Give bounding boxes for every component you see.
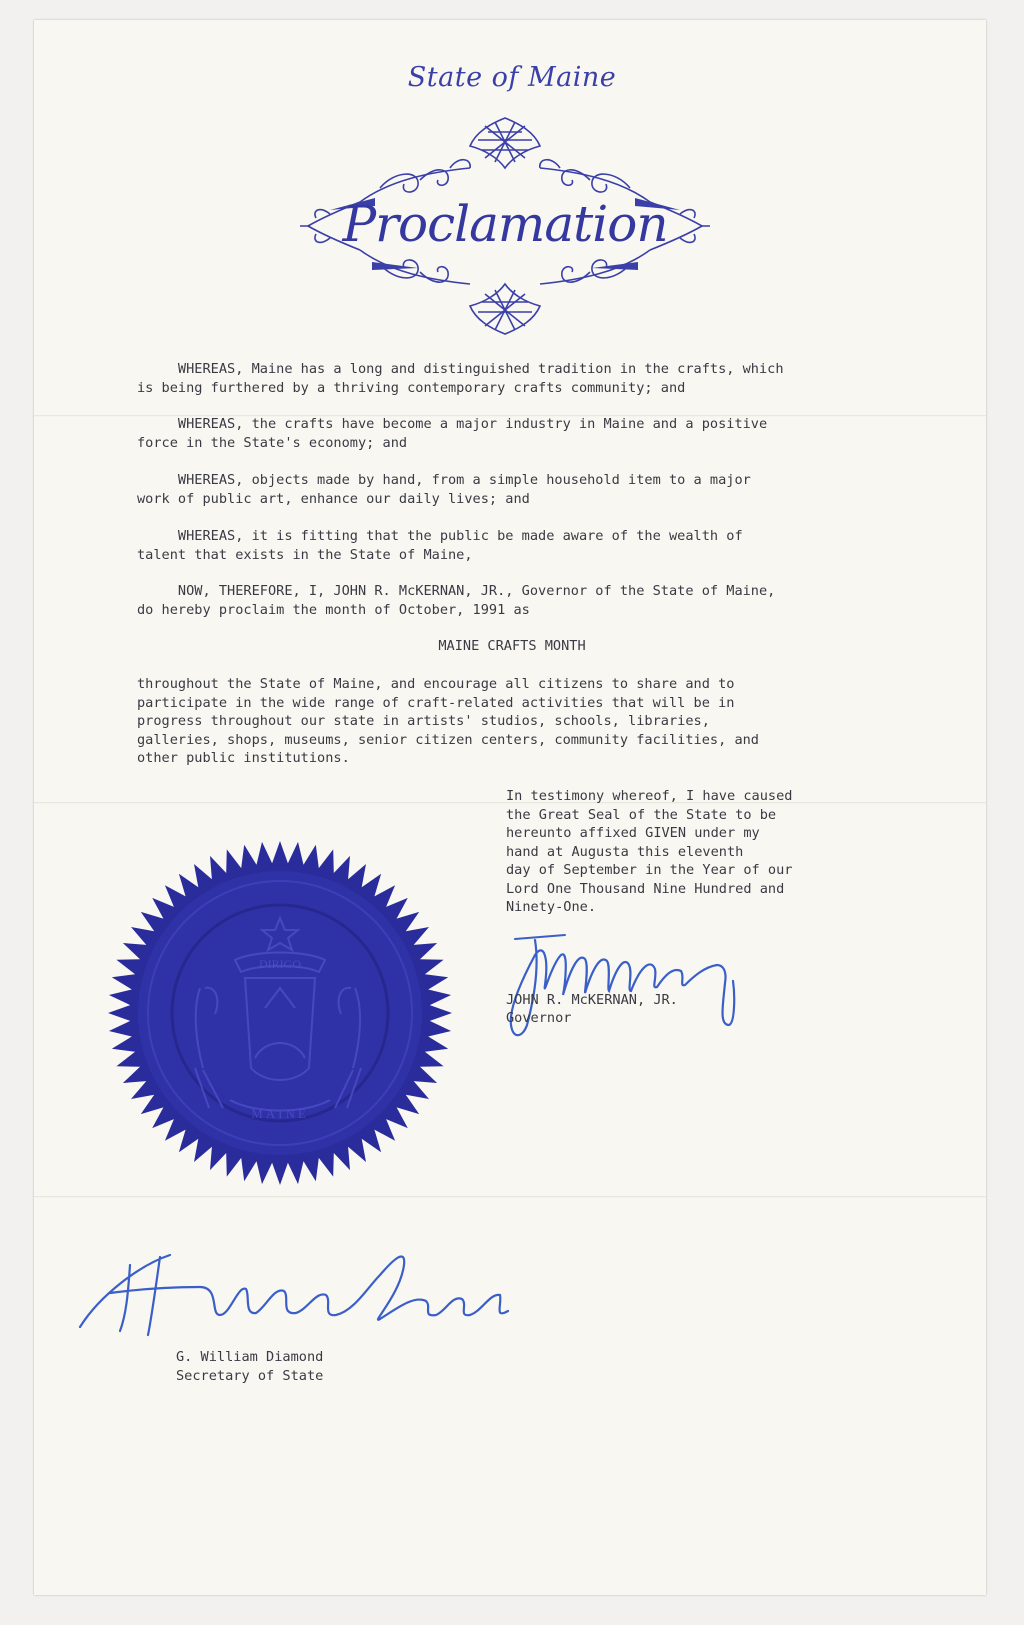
seal-bottom-text: MAINE (251, 1106, 309, 1121)
governor-name: JOHN R. McKERNAN, JR. (506, 992, 678, 1008)
whereas-paragraph: WHEREAS, the crafts have become a major industry in Maine and a positive force in the State's economy; and (137, 416, 768, 451)
whereas-paragraph: WHEREAS, Maine has a long and distinguished tradition in the crafts, which is being furthered by a thriving contemporary crafts community; and (137, 361, 784, 396)
great-seal-of-maine (105, 838, 455, 1188)
governor-signature (505, 925, 750, 1055)
fold-line (34, 1196, 986, 1198)
state-header: State of Maine (407, 62, 617, 93)
whereas-paragraph: WHEREAS, objects made by hand, from a simple household item to a major work of public art, enhance our daily lives; and (137, 472, 751, 507)
secretary-signature (70, 1235, 520, 1345)
governor-title: Governor (506, 1010, 572, 1026)
secretary-name: G. William Diamond (176, 1349, 324, 1365)
testimony-paragraph: In testimony whereof, I have caused the Great Seal of the State to be hereunto affixed GIVEN under my hand at Augusta this eleventh day of September in the Year of our Lord One Thousand Nine Hundred and Ninety-One. (506, 788, 793, 915)
proclaimed-month-heading: MAINE CRAFTS MONTH (438, 638, 586, 654)
throughout-paragraph: throughout the State of Maine, and encourage all citizens to share and to participate in the wide range of craft-related activities that will be in progress throughout our state in artists' studios, schools, libraries, galleries, shops, museums, senior citizen centers, community facilities, and other public institutions. (137, 676, 759, 766)
seal-banner-text: DIRIGO (259, 957, 301, 971)
whereas-paragraph: WHEREAS, it is fitting that the public be made aware of the wealth of talent that exists in the State of Maine, (137, 528, 743, 563)
now-therefore-paragraph: NOW, THEREFORE, I, JOHN R. McKERNAN, JR., Governor of the State of Maine, do hereby proclaim the month of October, 1991 as (137, 583, 776, 618)
proclamation-title: Proclamation (342, 195, 668, 253)
secretary-title: Secretary of State (176, 1368, 324, 1384)
